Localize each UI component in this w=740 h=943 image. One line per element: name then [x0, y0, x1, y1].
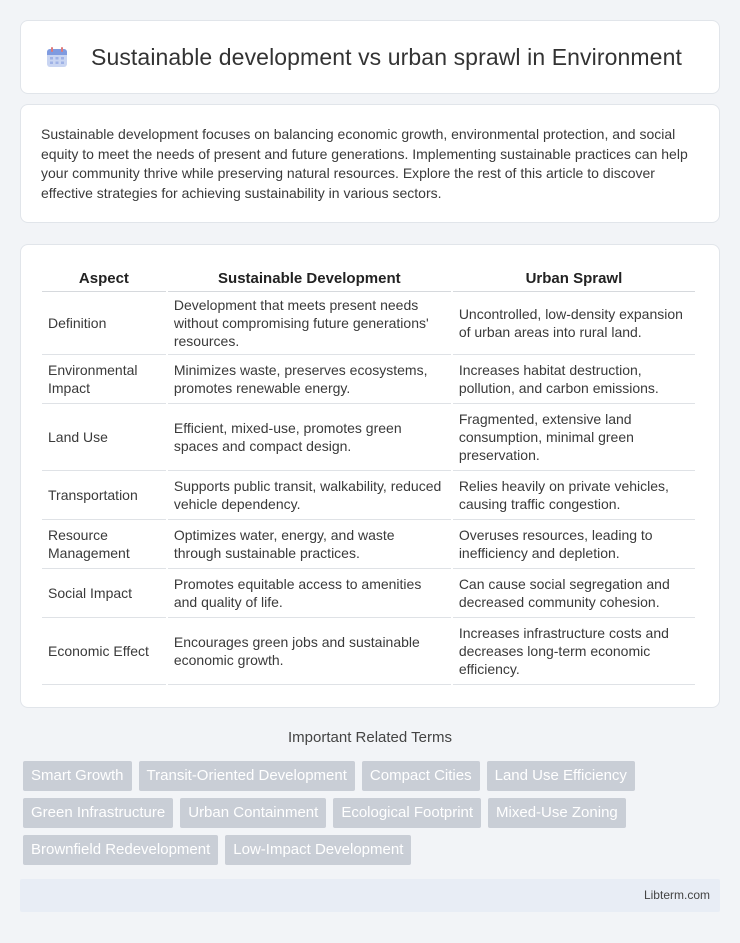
related-term-tag[interactable]: Compact Cities: [362, 761, 480, 791]
calendar-icon: [45, 45, 69, 69]
row-sprawl: Overuses resources, leading to inefficiency and depletion.: [453, 520, 695, 569]
table-row: [42, 404, 695, 471]
row-aspect: Economic Effect: [42, 618, 166, 685]
row-sustainable: Efficient, mixed-use, promotes green spaces and compact design.: [168, 404, 451, 471]
related-term-tag[interactable]: Green Infrastructure: [23, 798, 173, 828]
table-row: [42, 355, 695, 404]
related-term-tag[interactable]: Smart Growth: [23, 761, 132, 791]
row-sustainable: Supports public transit, walkability, reduced vehicle dependency.: [168, 471, 451, 520]
footer-site-link[interactable]: Libterm.com: [643, 888, 710, 902]
row-sprawl: Increases infrastructure costs and decreases long-term economic efficiency.: [453, 618, 695, 685]
comparison-table: [40, 265, 697, 685]
related-term-tag[interactable]: Land Use Efficiency: [487, 761, 635, 791]
row-aspect: Resource Management: [42, 520, 166, 569]
table-row: [42, 520, 695, 569]
row-sustainable: Encourages green jobs and sustainable economic growth.: [168, 618, 451, 685]
row-aspect: Definition: [42, 292, 166, 355]
row-aspect: Land Use: [42, 404, 166, 471]
related-term-tag[interactable]: Brownfield Redevelopment: [23, 835, 218, 865]
intro-paragraph: Sustainable development focuses on balancing economic growth, environmental protection, and social equity to meet the needs of present and future generations. Implementing sustainable practices can help your community thrive while preserving natural resources. Explore the rest of this article to discover effective strategies for achieving sustainability in various sectors.: [41, 126, 688, 201]
related-term-tag[interactable]: Mixed-Use Zoning: [488, 798, 626, 828]
header-urban-sprawl: Urban Sprawl: [453, 265, 695, 292]
related-term-tag[interactable]: Ecological Footprint: [333, 798, 481, 828]
related-terms-title: Important Related Terms: [288, 729, 452, 746]
row-sustainable: Promotes equitable access to amenities and quality of life.: [168, 569, 451, 618]
header-aspect: Aspect: [42, 265, 166, 292]
row-sprawl: Uncontrolled, low-density expansion of urban areas into rural land.: [453, 292, 695, 355]
row-aspect: Social Impact: [42, 569, 166, 618]
row-sustainable: Development that meets present needs without compromising future generations' resources.: [168, 292, 451, 355]
page-title: Sustainable development vs urban sprawl in Environment: [91, 43, 682, 70]
row-sprawl: Relies heavily on private vehicles, causing traffic congestion.: [453, 471, 695, 520]
related-term-tag[interactable]: Low-Impact Development: [225, 835, 411, 865]
row-sprawl: Can cause social segregation and decreased community cohesion.: [453, 569, 695, 618]
footer: [20, 879, 720, 912]
comparison-table-card: [20, 244, 720, 708]
row-sustainable: Optimizes water, energy, and waste through sustainable practices.: [168, 520, 451, 569]
intro-card: [20, 104, 720, 223]
row-aspect: Environmental Impact: [42, 355, 166, 404]
table-row: [42, 292, 695, 355]
table-row: [42, 569, 695, 618]
row-sprawl: Fragmented, extensive land consumption, minimal green preservation.: [453, 404, 695, 471]
row-sprawl: Increases habitat destruction, pollution, and carbon emissions.: [453, 355, 695, 404]
header-sustainable-development: Sustainable Development: [168, 265, 451, 292]
row-aspect: Transportation: [42, 471, 166, 520]
row-sustainable: Minimizes waste, preserves ecosystems, promotes renewable energy.: [168, 355, 451, 404]
related-terms-list: [23, 761, 723, 865]
table-row: [42, 618, 695, 685]
table-row: [42, 471, 695, 520]
table-header-row: [42, 265, 695, 292]
header-card: [20, 20, 720, 94]
related-term-tag[interactable]: Urban Containment: [180, 798, 326, 828]
related-term-tag[interactable]: Transit-Oriented Development: [139, 761, 355, 791]
